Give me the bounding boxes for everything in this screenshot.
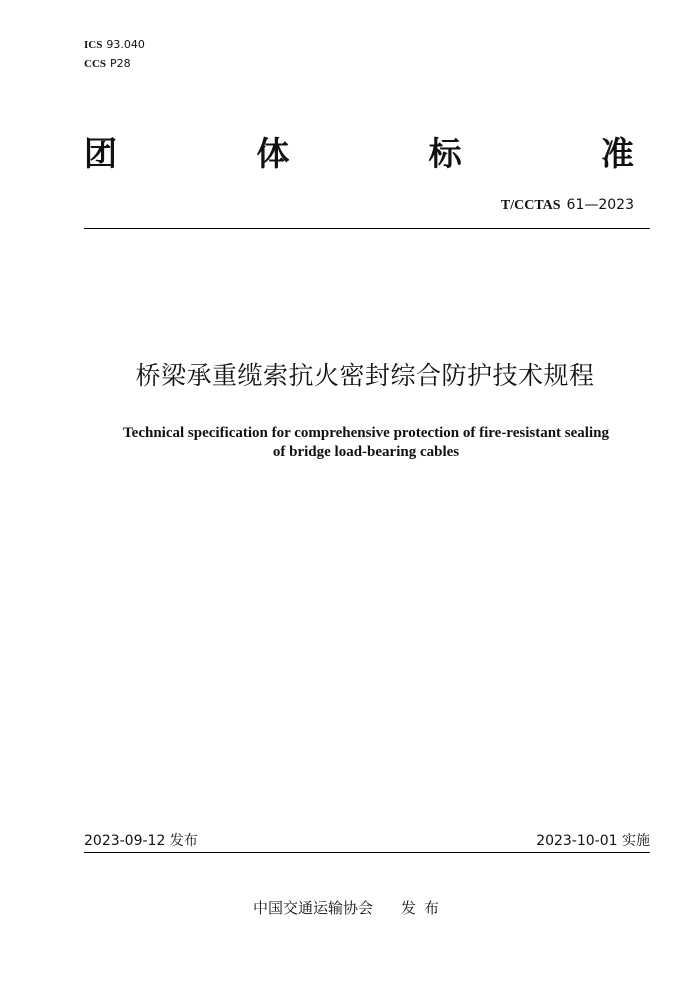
ccs-label: CCS xyxy=(84,58,107,70)
implement-date: 2023-10-01 实施 xyxy=(536,833,650,849)
standard-type-char: 准 xyxy=(600,134,634,173)
publisher-line xyxy=(0,898,700,918)
standard-type-char: 标 xyxy=(428,134,462,173)
bottom-divider xyxy=(84,852,650,853)
publisher-action: 发布 xyxy=(401,899,448,917)
standard-type-heading xyxy=(84,134,634,174)
top-divider xyxy=(84,228,650,229)
standard-number-value: 61—2023 xyxy=(566,197,634,213)
ccs-value: P28 xyxy=(110,57,131,70)
ccs-code xyxy=(84,57,131,71)
standard-type-char: 团 xyxy=(84,134,117,173)
document-title-en xyxy=(90,424,642,462)
standard-number xyxy=(501,196,634,215)
standard-type-char: 体 xyxy=(256,134,290,173)
title-en-line-1: Technical specification for comprehensive protection of fire-resistant sealing xyxy=(123,425,609,441)
ics-value: 93.040 xyxy=(106,38,145,51)
publish-date: 2023-09-12 发布 xyxy=(84,833,198,849)
publisher-org: 中国交通运输协会 xyxy=(252,899,373,917)
ics-code xyxy=(84,38,145,52)
title-en-line-2: of bridge load-bearing cables xyxy=(272,444,460,460)
document-title-cn: 桥梁承重缆索抗火密封综合防护技术规程 xyxy=(135,361,595,390)
ics-label: ICS xyxy=(84,39,103,51)
standard-number-prefix: T/CCTAS xyxy=(500,198,561,213)
